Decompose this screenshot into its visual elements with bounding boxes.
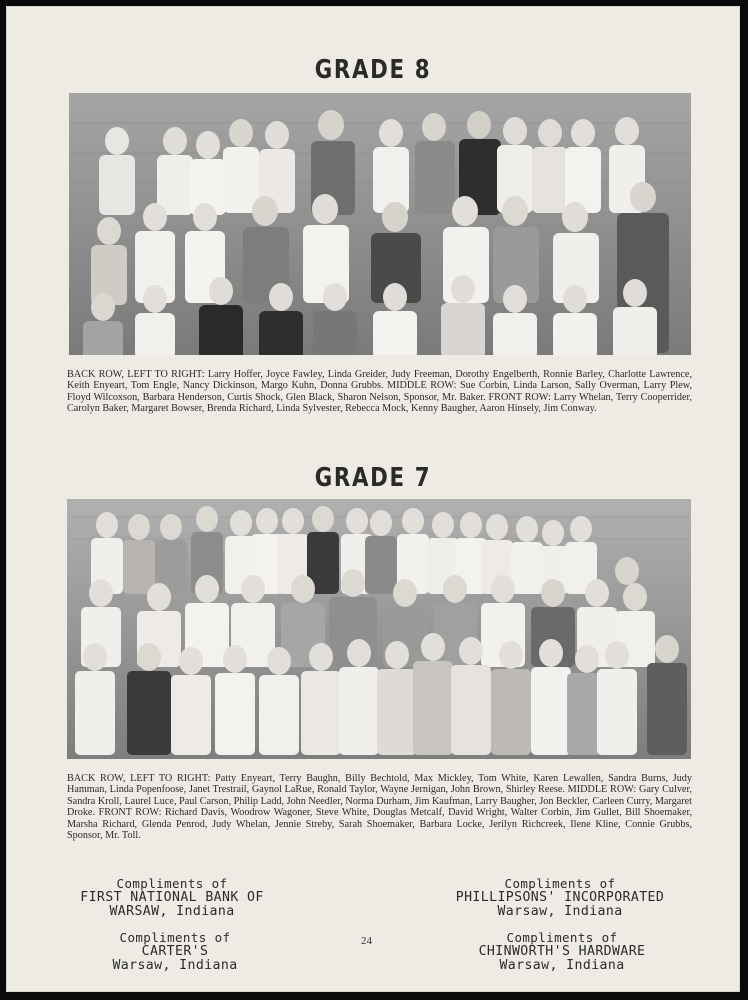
ad-carters-line1: Compliments of (119, 930, 231, 945)
ad-chinworth-line2: CHINWORTH'S HARDWARE (478, 944, 646, 959)
grade7-photo-image (67, 499, 691, 759)
ad-phillipsons-line1: Compliments of (504, 876, 616, 891)
grade8-title: GRADE 8 (314, 55, 432, 85)
ad-phillipsons-line2: PHILLIPSONS' INCORPORATED (455, 890, 665, 905)
yearbook-page (6, 6, 740, 992)
ad-phillipsons-line3: Warsaw, Indiana (497, 904, 623, 919)
ad-bank-line1: Compliments of (116, 876, 228, 891)
ad-first-national-bank (47, 877, 297, 919)
ad-chinworths-hardware (427, 931, 697, 973)
ad-carters-line2: CARTER'S (141, 944, 209, 959)
grade8-caption: BACK ROW, LEFT TO RIGHT: Larry Hoffer, Joyce Fawley, Linda Greider, Judy Freeman, Dorothy Engelberth, Ronnie Barley, Charlotte Lawrence, Keith Enyeart, Tom Engle, Nancy Dickinson, Margo Kuhn, Donna Grubbs. MIDDLE ROW: Sue Corbin, Linda Larson, Sally Overman, Larry Plew, Floyd Wilcoxson, Barbara Henderson, Curtis Shock, Glen Black, Sharon Nelson, Sponsor, Mr. Baker. FRONT ROW: Larry Whelan, Terry Cooperrider, Carolyn Baker, Margaret Bowser, Brenda Richard, Linda Sylvester, Rebecca Mock, Kenny Baugher, Aaron Hinsely, Jim Conway. (67, 369, 692, 415)
ad-phillipsons (415, 877, 705, 919)
ad-carters-line3: Warsaw, Indiana (112, 958, 238, 973)
ad-bank-line3: WARSAW, Indiana (109, 904, 235, 919)
ad-carters (75, 931, 275, 973)
grade8-photo-image (69, 93, 691, 355)
grade7-caption: BACK ROW, LEFT TO RIGHT: Patty Enyeart, Terry Baughn, Billy Bechtold, Max Mickley, Tom White, Karen Lewallen, Sandra Burns, Judy Hamman, Linda Popenfoose, Janet Trestrail, Gaynol LaRue, Ronald Taylor, Wayne Jernigan, John Brown, Shirley Reese. MIDDLE ROW: Gary Culver, Sandra Kroll, Laurel Luce, Paul Carson, Philip Ladd, John Needler, Norma Durham, Jim Kaufman, Larry Baugher, Jon Beckler, Carleen Curry, Margaret Droke. FRONT ROW: Richard Davis, Woodrow Wagoner, Steve White, Douglas Metcalf, David Wright, Walter Corbin, Jim Gullet, Bill Shoemaker, Marsha Richard, Glenda Penrod, Judy Whelan, Jennie Streby, Sarah Shoemaker, Barbara Locke, Jerilyn Richcreek, Ilene Kline, Connie Grubbs, Sponsor, Mr. Toll. (67, 773, 692, 842)
grade7-class-photo (67, 499, 691, 759)
ad-chinworth-line3: Warsaw, Indiana (499, 958, 625, 973)
grade8-class-photo (69, 93, 691, 355)
ad-chinworth-line1: Compliments of (506, 930, 618, 945)
grade7-title: GRADE 7 (314, 463, 432, 493)
page-number: 24 (361, 935, 372, 947)
ad-bank-line2: FIRST NATIONAL BANK OF (80, 890, 264, 905)
